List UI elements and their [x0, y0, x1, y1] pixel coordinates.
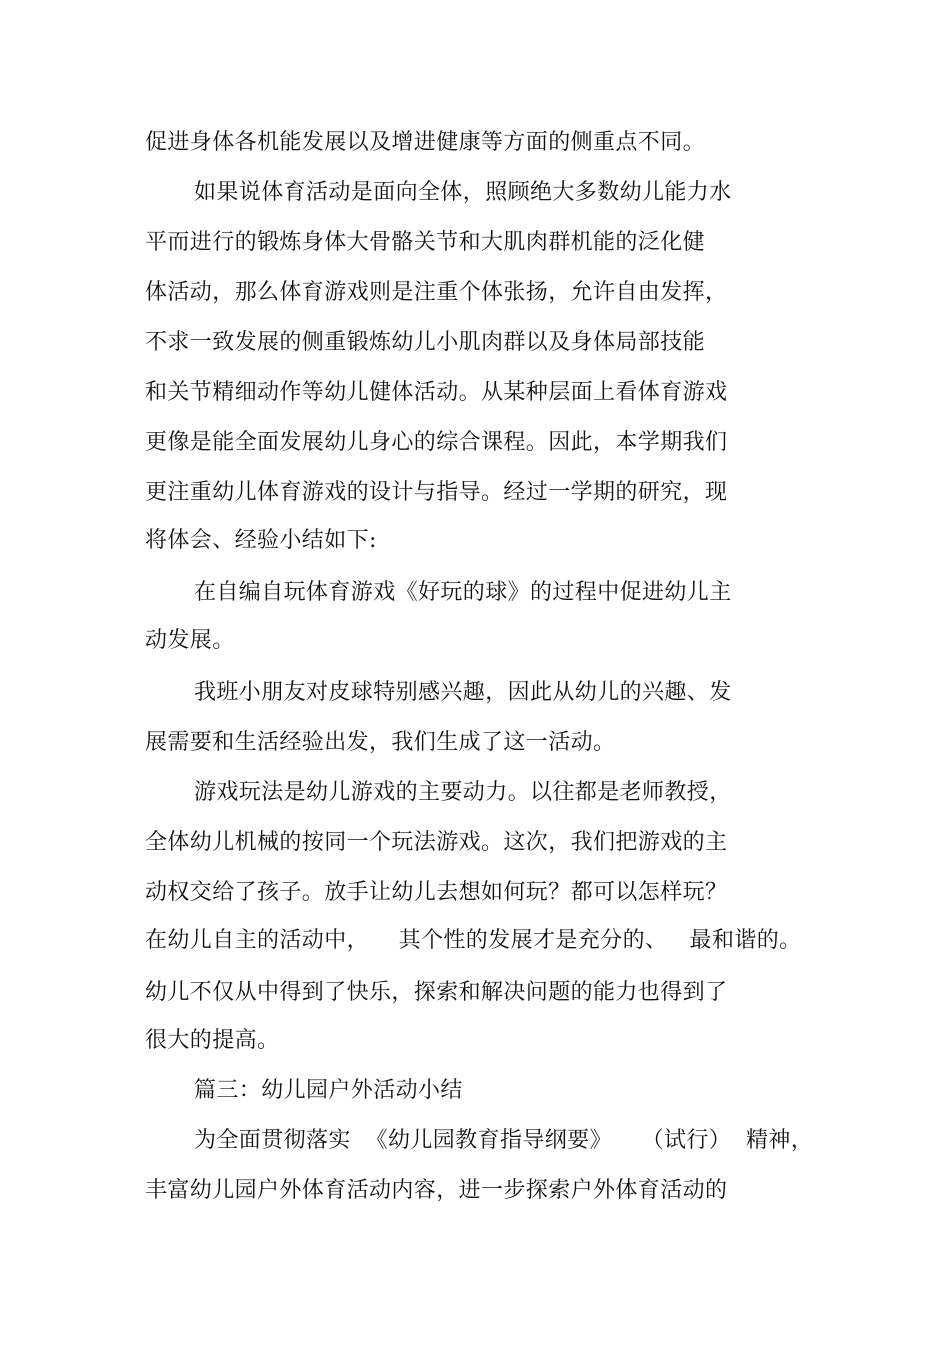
text-line-17: 在幼儿自主的活动中， 其个性的发展才是充分的、 最和谐的。	[145, 928, 802, 953]
text-line-11: 动发展。	[145, 628, 235, 653]
text-line-8: 更注重幼儿体育游戏的设计与指导。经过一学期的研究，现	[145, 480, 728, 505]
text-line-15: 全体幼儿机械的按同一个玩法游戏。这次，我们把游戏的主	[145, 830, 728, 855]
paragraph-first-line: 如果说体育活动是面向全体，照顾绝大多数幼儿能力水	[194, 180, 732, 205]
paragraph-first-line: 为全面贯彻落实 《幼儿园教育指导纲要》 （试行） 精神，	[194, 1128, 814, 1153]
text-line-9: 将体会、经验小结如下:	[145, 528, 377, 553]
text-line-19: 很大的提高。	[145, 1028, 280, 1053]
paragraph-first-line: 在自编自玩体育游戏《好玩的球》的过程中促进幼儿主	[194, 580, 732, 605]
text-line-1: 促进身体各机能发展以及增进健康等方面的侧重点不同。	[145, 130, 706, 155]
text-line-18: 幼儿不仅从中得到了快乐，探索和解决问题的能力也得到了	[145, 980, 728, 1005]
text-line-7: 更像是能全面发展幼儿身心的综合课程。因此，本学期我们	[145, 430, 728, 455]
section-heading: 篇三：幼儿园户外活动小结	[194, 1078, 463, 1103]
text-line-22: 丰富幼儿园户外体育活动内容，进一步探索户外体育活动的	[145, 1178, 728, 1203]
text-line-5: 不求一致发展的侧重锻炼幼儿小肌肉群以及身体局部技能	[145, 330, 706, 355]
paragraph-first-line: 我班小朋友对皮球特别感兴趣，因此从幼儿的兴趣、发	[194, 680, 732, 705]
text-line-16: 动权交给了孩子。放手让幼儿去想如何玩？都可以怎样玩？	[145, 880, 728, 905]
text-line-3: 平而进行的锻炼身体大骨骼关节和大肌肉群机能的泛化健	[145, 230, 706, 255]
paragraph-first-line: 游戏玩法是幼儿游戏的主要动力。以往都是老师教授，	[194, 780, 732, 805]
text-line-6: 和关节精细动作等幼儿健体活动。从某种层面上看体育游戏	[145, 380, 728, 405]
text-line-13: 展需要和生活经验出发，我们生成了这一活动。	[145, 730, 616, 755]
text-line-4: 体活动，那么体育游戏则是注重个体张扬，允许自由发挥，	[145, 280, 728, 305]
